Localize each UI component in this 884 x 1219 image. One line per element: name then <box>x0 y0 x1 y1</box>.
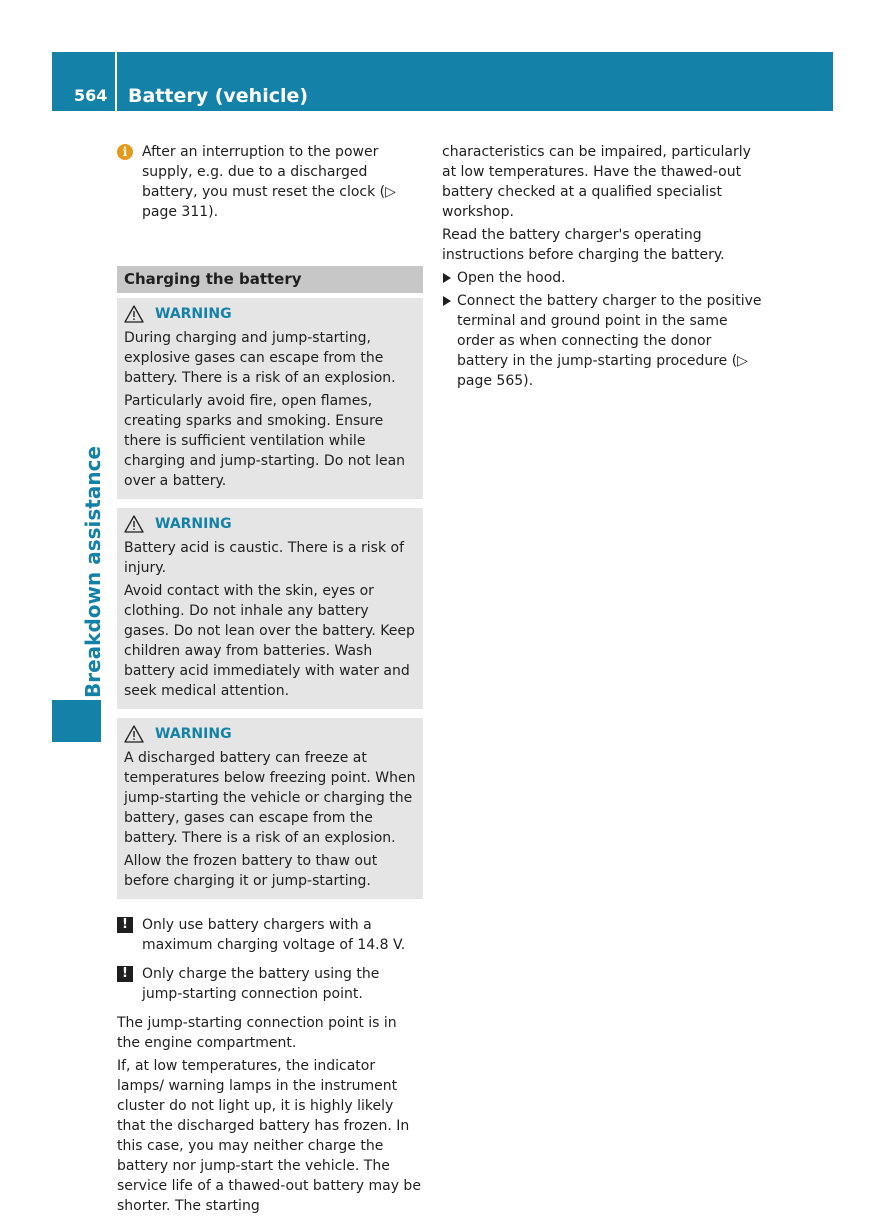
step-item <box>442 291 762 391</box>
page-header <box>117 52 833 111</box>
warning-box <box>117 298 423 499</box>
step-item <box>442 268 762 288</box>
warning-text: Battery acid is caustic. There is a risk of injury. <box>124 540 405 576</box>
warning-title <box>124 304 416 324</box>
warning-label: WARNING <box>155 516 232 532</box>
page-number-box <box>52 52 115 111</box>
step-text: Open the hood. <box>457 270 566 286</box>
caution-notes <box>117 915 423 1004</box>
caution-note <box>117 915 423 955</box>
left-column <box>117 142 423 1219</box>
warning-triangle-icon <box>124 305 144 323</box>
warning-text: Allow the frozen battery to thaw out before charging it or jump-starting. <box>124 853 378 889</box>
warning-triangle-icon <box>124 515 144 533</box>
warning-box <box>117 508 423 709</box>
warning-title <box>124 724 416 744</box>
step-arrow-icon <box>443 296 451 306</box>
warning-text: During charging and jump-starting, explosive gases can escape from the battery. There is a risk of an explosion. <box>124 330 396 386</box>
right-column <box>442 142 762 394</box>
warning-text: Avoid contact with the skin, eyes or clothing. Do not inhale any battery gases. Do not lean over the battery. Keep children away from batteries. Wash battery acid immediately with water and seek medical attention. <box>124 583 415 699</box>
side-tab-label: Breakdown assistance <box>81 446 105 698</box>
warning-text: Particularly avoid fire, open flames, creating sparks and smoking. Ensure there is sufficient ventilation while charging and jump-starting. Do not lean over a battery. <box>124 393 406 489</box>
side-tab-marker <box>52 700 101 742</box>
body-paragraph: If, at low temperatures, the indicator lamps/ warning lamps in the instrument cluster do not light up, it is highly likely that the discharged battery has frozen. In this case, you may neither charge the battery nor jump-start the vehicle. The service life of a thawed-out battery may be shorter. The starting <box>117 1058 421 1214</box>
warning-label: WARNING <box>155 726 232 742</box>
body-paragraph: characteristics can be impaired, particularly at low temperatures. Have the thawed-out battery checked at a qualified specialist workshop. <box>442 144 751 220</box>
page-number: 564 <box>74 86 108 105</box>
exclamation-icon: ! <box>117 966 133 982</box>
body-paragraph: The jump-starting connection point is in the engine compartment. <box>117 1015 397 1051</box>
info-note-text: After an interruption to the power supply, e.g. due to a discharged battery, you must reset the clock (▷ page 311). <box>142 144 396 220</box>
page-title: Battery (vehicle) <box>128 85 309 107</box>
caution-note-text: Only charge the battery using the jump-starting connection point. <box>142 966 380 1002</box>
section-heading: Charging the battery <box>117 266 423 293</box>
warning-label: WARNING <box>155 306 232 322</box>
info-icon: i <box>117 144 133 160</box>
step-arrow-icon <box>443 273 451 283</box>
exclamation-icon: ! <box>117 917 133 933</box>
body-paragraph: Read the battery charger's operating instructions before charging the battery. <box>442 227 725 263</box>
caution-note <box>117 964 423 1004</box>
warning-triangle-icon <box>124 725 144 743</box>
warning-title <box>124 514 416 534</box>
warning-text: A discharged battery can freeze at temperatures below freezing point. When jump-starting the vehicle or charging the battery, gases can escape from the battery. There is a risk of an explosion. <box>124 750 416 846</box>
warning-box <box>117 718 423 899</box>
step-text: Connect the battery charger to the positive terminal and ground point in the same order as when connecting the donor battery in the jump-starting procedure (▷ page 565). <box>457 293 762 389</box>
caution-note-text: Only use battery chargers with a maximum charging voltage of 14.8 V. <box>142 917 406 953</box>
info-note <box>117 142 423 222</box>
